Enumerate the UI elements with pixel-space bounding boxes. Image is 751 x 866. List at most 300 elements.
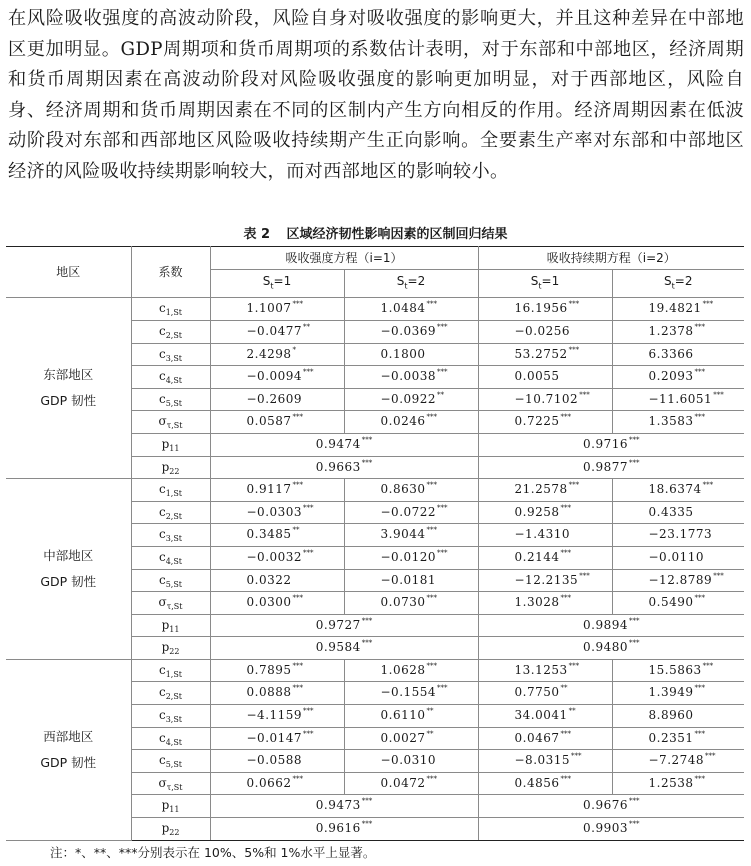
coef-label bbox=[131, 479, 210, 502]
header-eq2: 吸收持续期方程（i=2） bbox=[478, 247, 744, 270]
coef-subscript: 3,St bbox=[165, 353, 183, 363]
significance-stars: *** bbox=[629, 820, 640, 829]
coef-letter: c bbox=[158, 730, 166, 745]
coef-label bbox=[131, 569, 210, 592]
transition-prob-cell bbox=[478, 637, 744, 660]
significance-stars: *** bbox=[713, 571, 724, 580]
transition-prob-cell bbox=[210, 456, 478, 479]
coef-index: 1 bbox=[165, 308, 171, 318]
header-row-1 bbox=[6, 247, 744, 270]
transition-prob-cell bbox=[210, 433, 478, 456]
coef-subscript: 22 bbox=[169, 828, 180, 838]
coef-value: 0.0662 bbox=[246, 775, 292, 790]
s-subscript: t bbox=[538, 281, 542, 291]
coef-value: 0.0322 bbox=[246, 572, 292, 587]
coef-label bbox=[131, 750, 210, 773]
coef-value: 2.4298 bbox=[246, 346, 292, 361]
significance-stars: *** bbox=[437, 322, 448, 331]
region-name bbox=[6, 298, 131, 479]
coef-index: 3 bbox=[165, 353, 171, 363]
significance-stars: *** bbox=[694, 684, 705, 693]
significance-stars: *** bbox=[629, 435, 640, 444]
regression-table bbox=[6, 246, 744, 841]
coef-value: −4.1159 bbox=[246, 708, 303, 723]
table-title: 区域经济韧性影响因素的区制回归结果 bbox=[286, 227, 508, 242]
coef-subscript: 11 bbox=[169, 805, 180, 815]
value-cell bbox=[612, 546, 744, 569]
coef-value: 15.5863 bbox=[648, 662, 702, 677]
coef-subscript: 4,St bbox=[165, 737, 183, 747]
value-cell bbox=[210, 411, 344, 434]
coef-letter: c bbox=[158, 301, 166, 316]
s-subscript: t bbox=[270, 281, 274, 291]
transition-prob-cell bbox=[210, 614, 478, 637]
coef-value: 1.3949 bbox=[648, 685, 694, 700]
coef-value: −0.0120 bbox=[380, 549, 437, 564]
coef-value: 0.7895 bbox=[246, 662, 292, 677]
value-cell bbox=[612, 320, 744, 343]
coef-subscript: τ,St bbox=[166, 782, 183, 792]
significance-stars: *** bbox=[702, 661, 714, 670]
header-coef: 系数 bbox=[131, 247, 210, 298]
coef-value: −0.2609 bbox=[246, 391, 303, 406]
value-cell bbox=[344, 659, 478, 682]
coef-label bbox=[131, 411, 210, 434]
coef-letter: σ bbox=[158, 595, 167, 610]
significance-stars: *** bbox=[694, 413, 705, 422]
coef-letter: c bbox=[158, 527, 166, 542]
coef-letter: σ bbox=[158, 775, 167, 790]
significance-stars: *** bbox=[568, 300, 580, 309]
coef-subscript: 1,St bbox=[165, 489, 183, 499]
significance-stars: *** bbox=[579, 571, 590, 580]
significance-stars: *** bbox=[568, 481, 580, 490]
region-name-line2: GDP 韧性 bbox=[40, 393, 97, 409]
significance-stars: ** bbox=[437, 390, 445, 399]
transition-prob-cell bbox=[210, 818, 478, 841]
significance-stars: *** bbox=[292, 413, 303, 422]
prob-value: 0.9480 bbox=[583, 640, 628, 655]
coef-label bbox=[131, 343, 210, 366]
significance-stars: *** bbox=[426, 526, 437, 535]
coef-subscript-st: St bbox=[173, 782, 183, 792]
coef-subscript-st: St bbox=[173, 421, 183, 431]
value-cell bbox=[344, 750, 478, 773]
coef-subscript: 5,St bbox=[165, 398, 183, 408]
coef-value: −0.0303 bbox=[246, 504, 303, 519]
coef-value: 0.0246 bbox=[380, 414, 426, 429]
value-cell bbox=[612, 524, 744, 547]
coef-value: 16.1956 bbox=[514, 301, 568, 316]
coef-letter: c bbox=[158, 708, 166, 723]
value-cell bbox=[478, 546, 612, 569]
significance-stars: *** bbox=[426, 481, 437, 490]
significance-stars: *** bbox=[702, 481, 714, 490]
region-name bbox=[6, 659, 131, 840]
coef-value: −0.0369 bbox=[380, 323, 437, 338]
coef-subscript: 11 bbox=[169, 624, 180, 634]
value-cell bbox=[612, 727, 744, 750]
coef-value: −8.0315 bbox=[514, 753, 571, 768]
coef-subscript-st: St bbox=[173, 579, 183, 589]
significance-stars: *** bbox=[361, 820, 373, 829]
coef-value: 53.2752 bbox=[514, 346, 568, 361]
coef-value: 0.4856 bbox=[514, 775, 560, 790]
coef-subscript: τ,St bbox=[166, 602, 183, 612]
coef-subscript: 1,St bbox=[165, 669, 183, 679]
coef-subscript: 2,St bbox=[165, 511, 183, 521]
coef-value: −0.0032 bbox=[246, 549, 303, 564]
coef-letter: p bbox=[161, 459, 170, 474]
region-name-line1: 中部地区 bbox=[43, 548, 94, 564]
coef-subscript-st: St bbox=[173, 669, 183, 679]
coef-letter: c bbox=[158, 572, 166, 587]
significance-stars: *** bbox=[303, 729, 314, 738]
coef-subscript-st: St bbox=[173, 737, 183, 747]
s-symbol: S bbox=[530, 274, 539, 288]
value-cell bbox=[478, 592, 612, 615]
coef-subscript: 2,St bbox=[165, 692, 183, 702]
significance-stars: *** bbox=[292, 481, 303, 490]
value-cell bbox=[612, 682, 744, 705]
coef-subscript-st: St bbox=[173, 489, 183, 499]
coef-value: 0.7225 bbox=[514, 414, 560, 429]
coef-value: 6.3366 bbox=[648, 346, 694, 361]
significance-stars: *** bbox=[361, 616, 373, 625]
prob-value: 0.9474 bbox=[315, 436, 361, 451]
coef-value: −0.0722 bbox=[380, 504, 437, 519]
significance-stars: *** bbox=[560, 729, 571, 738]
coef-value: −0.1554 bbox=[380, 685, 437, 700]
value-cell bbox=[210, 659, 344, 682]
coef-subscript-st: St bbox=[173, 353, 183, 363]
coef-index: 5 bbox=[165, 760, 171, 770]
value-cell bbox=[478, 320, 612, 343]
value-cell bbox=[478, 388, 612, 411]
prob-value: 0.9663 bbox=[315, 459, 361, 474]
significance-stars: *** bbox=[560, 413, 571, 422]
value-cell bbox=[478, 705, 612, 728]
coef-subscript-tau: τ bbox=[166, 602, 172, 612]
coef-subscript-st: St bbox=[173, 715, 183, 725]
coef-value: 0.5490 bbox=[648, 595, 694, 610]
s-symbol: S bbox=[664, 274, 672, 288]
coef-value: −1.4310 bbox=[514, 527, 571, 542]
region-name-line1: 西部地区 bbox=[43, 728, 94, 744]
significance-stars: *** bbox=[361, 639, 373, 648]
transition-prob-cell bbox=[478, 795, 744, 818]
significance-stars: *** bbox=[361, 797, 373, 806]
coef-label bbox=[131, 772, 210, 795]
coef-label bbox=[131, 795, 210, 818]
coef-value: −12.2135 bbox=[514, 572, 579, 587]
coef-subscript: 22 bbox=[169, 466, 180, 476]
significance-stars: ** bbox=[560, 684, 568, 693]
value-cell bbox=[612, 411, 744, 434]
value-cell bbox=[478, 524, 612, 547]
coef-index: 4 bbox=[165, 737, 171, 747]
coef-label bbox=[131, 682, 210, 705]
significance-stars: * bbox=[292, 345, 296, 354]
prob-value: 0.9616 bbox=[315, 821, 361, 836]
value-cell bbox=[478, 366, 612, 389]
value-cell bbox=[478, 772, 612, 795]
significance-stars: *** bbox=[629, 458, 640, 467]
coef-subscript-st: St bbox=[173, 556, 183, 566]
coef-value: 0.2144 bbox=[514, 549, 560, 564]
coef-subscript: 3,St bbox=[165, 534, 183, 544]
significance-stars: *** bbox=[568, 661, 580, 670]
coef-value: 1.2538 bbox=[648, 775, 694, 790]
coef-value: 0.6110 bbox=[380, 708, 426, 723]
value-cell bbox=[612, 659, 744, 682]
coef-value: −0.0310 bbox=[380, 753, 437, 768]
coef-value: 0.0472 bbox=[380, 775, 426, 790]
prob-value: 0.9903 bbox=[583, 821, 628, 836]
s-value: =2 bbox=[407, 274, 426, 288]
coef-index: 4 bbox=[165, 376, 171, 386]
significance-stars: ** bbox=[292, 526, 300, 535]
prob-value: 0.9676 bbox=[583, 798, 628, 813]
coef-value: 0.3485 bbox=[246, 527, 292, 542]
region-name-line1: 东部地区 bbox=[43, 367, 94, 383]
transition-prob-cell bbox=[478, 818, 744, 841]
coef-label bbox=[131, 320, 210, 343]
coef-label bbox=[131, 727, 210, 750]
value-cell bbox=[478, 298, 612, 321]
significance-stars: *** bbox=[361, 458, 373, 467]
header-s2-eq1 bbox=[344, 270, 478, 298]
coef-value: 0.9117 bbox=[246, 482, 292, 497]
coef-value: 1.1007 bbox=[246, 301, 292, 316]
significance-stars: *** bbox=[303, 707, 314, 716]
value-cell bbox=[478, 501, 612, 524]
coef-value: −7.2748 bbox=[648, 753, 705, 768]
coef-index: 1 bbox=[165, 669, 171, 679]
coef-letter: σ bbox=[158, 414, 167, 429]
coef-letter: c bbox=[158, 323, 166, 338]
significance-stars: *** bbox=[694, 594, 705, 603]
value-cell bbox=[612, 343, 744, 366]
significance-stars: *** bbox=[702, 300, 714, 309]
significance-stars: *** bbox=[705, 752, 716, 761]
value-cell bbox=[478, 750, 612, 773]
value-cell bbox=[210, 705, 344, 728]
value-cell bbox=[344, 479, 478, 502]
value-cell bbox=[344, 343, 478, 366]
coef-subscript-st: St bbox=[173, 330, 183, 340]
value-cell bbox=[210, 501, 344, 524]
coef-subscript-st: St bbox=[173, 692, 183, 702]
coef-value: −0.0038 bbox=[380, 369, 437, 384]
prob-value: 0.9727 bbox=[315, 617, 361, 632]
coef-value: −0.0922 bbox=[380, 391, 437, 406]
coef-index: 3 bbox=[165, 534, 171, 544]
significance-stars: ** bbox=[303, 322, 311, 331]
table-row bbox=[6, 298, 744, 321]
s-symbol: S bbox=[396, 274, 405, 288]
value-cell bbox=[210, 366, 344, 389]
coef-value: 34.0041 bbox=[514, 708, 568, 723]
coef-letter: p bbox=[161, 436, 170, 451]
value-cell bbox=[612, 479, 744, 502]
coef-value: −11.6051 bbox=[648, 391, 713, 406]
value-cell bbox=[478, 659, 612, 682]
transition-prob-cell bbox=[478, 433, 744, 456]
significance-stars: *** bbox=[579, 390, 590, 399]
significance-stars: *** bbox=[560, 503, 571, 512]
significance-stars: *** bbox=[437, 684, 448, 693]
s-value: =2 bbox=[674, 274, 693, 288]
value-cell bbox=[344, 569, 478, 592]
coef-subscript-st: St bbox=[173, 760, 183, 770]
value-cell bbox=[344, 546, 478, 569]
s-value: =1 bbox=[541, 274, 560, 288]
value-cell bbox=[210, 750, 344, 773]
coef-value: 21.2578 bbox=[514, 482, 568, 497]
coef-subscript: 5,St bbox=[165, 760, 183, 770]
coef-value: 0.0888 bbox=[246, 685, 292, 700]
significance-stars: *** bbox=[292, 661, 303, 670]
coef-value: 18.6374 bbox=[648, 482, 702, 497]
coef-letter: c bbox=[158, 346, 166, 361]
value-cell bbox=[210, 682, 344, 705]
coef-letter: c bbox=[158, 369, 166, 384]
s-symbol: S bbox=[262, 274, 271, 288]
transition-prob-cell bbox=[210, 795, 478, 818]
coef-value: 0.0467 bbox=[514, 730, 560, 745]
header-s1-eq1 bbox=[210, 270, 344, 298]
coef-label bbox=[131, 592, 210, 615]
s-subscript: t bbox=[671, 281, 675, 291]
coef-subscript: 5,St bbox=[165, 579, 183, 589]
coef-letter: p bbox=[161, 640, 170, 655]
coef-letter: c bbox=[158, 685, 166, 700]
significance-stars: *** bbox=[426, 661, 437, 670]
coef-index: 5 bbox=[165, 398, 171, 408]
body-paragraph: 在风险吸收强度的高波动阶段，风险自身对吸收强度的影响更大，并且这种差异在中部地区更加明显。GDP周期项和货币周期项的系数估计表明，对于东部和中部地区，经济周期和货币周期因素在高波动阶段对风险吸收强度的影响更加明显，对于西部地区，风险自身、经济周期和货币周期因素在不同的区制内产生方向相反的作用。经济周期因素在低波动阶段对东部和西部地区风险吸收持续期产生正向影响。全要素生产率对东部和中部地区经济的风险吸收持续期影响较大，而对西部地区的影响较小。 bbox=[8, 8, 744, 182]
coef-value: 0.1800 bbox=[380, 346, 426, 361]
transition-prob-cell bbox=[478, 614, 744, 637]
coef-subscript: 22 bbox=[169, 647, 180, 657]
significance-stars: *** bbox=[292, 684, 303, 693]
table-note: 注：*、**、***分别表示在 10%、5%和 1%水平上显著。 bbox=[50, 845, 376, 860]
significance-stars: *** bbox=[426, 594, 437, 603]
value-cell bbox=[612, 388, 744, 411]
coef-letter: p bbox=[161, 617, 170, 632]
region-name bbox=[6, 479, 131, 660]
value-cell bbox=[612, 592, 744, 615]
coef-value: −0.0110 bbox=[648, 549, 705, 564]
significance-stars: *** bbox=[629, 639, 640, 648]
value-cell bbox=[210, 343, 344, 366]
coef-value: −0.0477 bbox=[246, 323, 303, 338]
significance-stars: *** bbox=[426, 774, 437, 783]
value-cell bbox=[344, 727, 478, 750]
coef-letter: c bbox=[158, 753, 166, 768]
prob-value: 0.9584 bbox=[315, 640, 361, 655]
significance-stars: *** bbox=[426, 300, 437, 309]
value-cell bbox=[612, 501, 744, 524]
coef-index: 3 bbox=[165, 715, 171, 725]
coef-value: 0.2093 bbox=[648, 369, 694, 384]
coef-value: 0.7750 bbox=[514, 685, 560, 700]
prob-value: 0.9877 bbox=[583, 459, 628, 474]
coef-label bbox=[131, 614, 210, 637]
value-cell bbox=[344, 298, 478, 321]
value-cell bbox=[210, 592, 344, 615]
coef-letter: p bbox=[161, 798, 170, 813]
coef-value: 0.4335 bbox=[648, 504, 694, 519]
coef-label bbox=[131, 524, 210, 547]
coef-subscript-st: St bbox=[173, 511, 183, 521]
coef-value: 0.0300 bbox=[246, 595, 292, 610]
coef-value: −0.0094 bbox=[246, 369, 303, 384]
coef-value: −0.0147 bbox=[246, 730, 303, 745]
value-cell bbox=[478, 569, 612, 592]
coef-index: 1 bbox=[165, 489, 171, 499]
coef-index: 4 bbox=[165, 556, 171, 566]
coef-letter: c bbox=[158, 391, 166, 406]
significance-stars: *** bbox=[303, 548, 314, 557]
transition-prob-cell bbox=[210, 637, 478, 660]
significance-stars: *** bbox=[713, 390, 724, 399]
header-region: 地区 bbox=[6, 247, 131, 298]
table-row bbox=[6, 659, 744, 682]
significance-stars: *** bbox=[694, 729, 705, 738]
coef-subscript: τ,St bbox=[166, 421, 183, 431]
significance-stars: *** bbox=[629, 616, 640, 625]
coef-index: 2 bbox=[165, 330, 171, 340]
value-cell bbox=[344, 524, 478, 547]
coef-letter: c bbox=[158, 662, 166, 677]
value-cell bbox=[344, 592, 478, 615]
coef-value: 3.9044 bbox=[380, 527, 426, 542]
coef-label bbox=[131, 637, 210, 660]
significance-stars: *** bbox=[292, 774, 303, 783]
coef-subscript: 11 bbox=[169, 443, 180, 453]
coef-index: 2 bbox=[165, 511, 171, 521]
coef-subscript: 4,St bbox=[165, 556, 183, 566]
significance-stars: *** bbox=[560, 548, 571, 557]
coef-subscript-st: St bbox=[173, 376, 183, 386]
value-cell bbox=[210, 388, 344, 411]
value-cell bbox=[478, 411, 612, 434]
coef-value: 1.2378 bbox=[648, 323, 694, 338]
value-cell bbox=[210, 524, 344, 547]
coef-label bbox=[131, 366, 210, 389]
coef-value: 8.8960 bbox=[648, 708, 694, 723]
significance-stars: *** bbox=[437, 548, 448, 557]
significance-stars: *** bbox=[571, 752, 582, 761]
significance-stars: *** bbox=[560, 774, 571, 783]
coef-value: 13.1253 bbox=[514, 662, 568, 677]
coef-subscript-tau: τ bbox=[166, 421, 172, 431]
coef-value: 1.3028 bbox=[514, 595, 560, 610]
coef-label bbox=[131, 388, 210, 411]
value-cell bbox=[344, 320, 478, 343]
coef-subscript: 4,St bbox=[165, 376, 183, 386]
coef-value: 0.0055 bbox=[514, 369, 560, 384]
coef-value: 1.0628 bbox=[380, 662, 426, 677]
value-cell bbox=[344, 682, 478, 705]
value-cell bbox=[210, 546, 344, 569]
coef-value: −0.0256 bbox=[514, 323, 571, 338]
coef-label bbox=[131, 818, 210, 841]
coef-label bbox=[131, 298, 210, 321]
value-cell bbox=[612, 772, 744, 795]
coef-label bbox=[131, 433, 210, 456]
